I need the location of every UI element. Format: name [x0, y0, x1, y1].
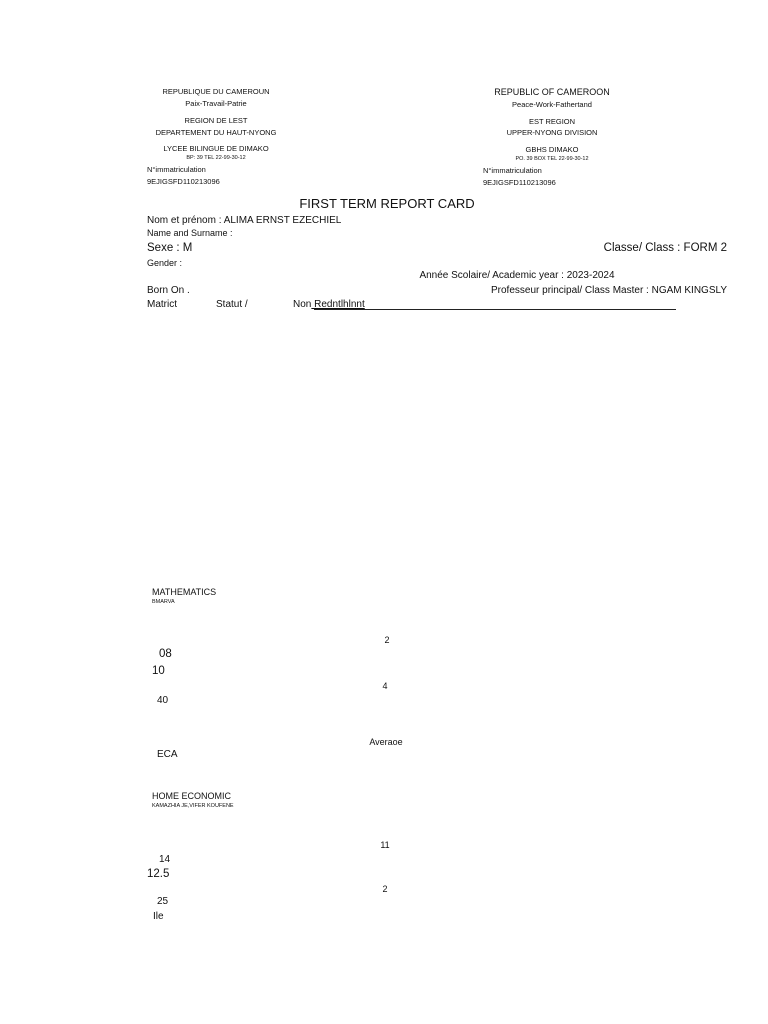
student-name-fr: Nom et prénom : ALIMA ERNST EZECHIEL [147, 215, 342, 226]
subject-name: MATHEMATICS [152, 587, 217, 597]
subject-total: 25 [157, 896, 169, 907]
subject-coef: 11 [380, 840, 390, 850]
subject-remark: Ile [153, 911, 164, 922]
right-division: UPPER-NYONG DIVISION [506, 128, 598, 137]
left-matric-value: 9EJIGSFD110213096 [147, 177, 220, 186]
student-class: Classe/ Class : FORM 2 [603, 242, 727, 254]
non-text: Non [293, 299, 312, 310]
born-on: Born On . [147, 285, 190, 296]
left-country: REPUBLIQUE DU CAMEROUN [162, 87, 270, 96]
subject-mark: 08 [159, 648, 172, 660]
right-region: EST REGION [528, 117, 576, 126]
left-region: REGION DE LEST [184, 116, 248, 125]
right-matric-value: 9EJIGSFD110213096 [483, 178, 556, 187]
matrict-label: Matrict [147, 299, 177, 310]
subject-rank: 4 [382, 681, 388, 691]
subject-teacher: KAMAZHIA JE,VIFER KOUFENE [152, 803, 234, 809]
left-division: DEPARTEMENT DU HAUT-NYONG [155, 128, 277, 137]
right-school: GBHS DIMAKO [525, 145, 579, 154]
subject-teacher: BMARVA [152, 599, 175, 605]
subject-rank: 2 [382, 884, 388, 894]
left-matric-label: N°immatriculation [147, 165, 206, 174]
left-school: LYCEE BILINGUE DE DIMAKO [163, 144, 269, 153]
subject-total: 40 [157, 695, 169, 706]
student-sex: Sexe : M [147, 242, 193, 254]
right-country: REPUBLIC OF CAMEROON [494, 87, 610, 97]
subject-average-label: Averaoe [369, 737, 403, 747]
subject-coef: 2 [384, 635, 390, 645]
report-title: FIRST TERM REPORT CARD [299, 196, 475, 211]
subject-mark: 14 [159, 854, 171, 865]
right-motto: Peace-Work-Fathertand [512, 100, 592, 109]
non-value: Redntlhlnnt [311, 299, 365, 310]
academic-year: Année Scolaire/ Academic year : 2023-2024 [419, 270, 615, 281]
subject-remark: ECA [157, 749, 178, 760]
gender-label: Gender : [147, 258, 183, 268]
left-motto: Paix-Travail-Patrie [185, 99, 247, 108]
class-master: Professeur principal/ Class Master : NGAM KINGSLY [491, 285, 727, 296]
left-contact: BP: 39 TEL 22-99-30-12 [186, 155, 246, 161]
signature-line [314, 309, 676, 310]
student-name-en: Name and Surname : [147, 228, 233, 238]
subject-name: HOME ECONOMIC [152, 791, 232, 801]
subject-out-of: 12.5 [147, 868, 170, 880]
subject-out-of: 10 [152, 665, 165, 677]
right-contact: PO. 39 BOX TEL 22-99-30-12 [515, 156, 589, 162]
statut-label: Statut / [216, 299, 248, 310]
right-matric-label: N°immatriculation [483, 166, 542, 175]
